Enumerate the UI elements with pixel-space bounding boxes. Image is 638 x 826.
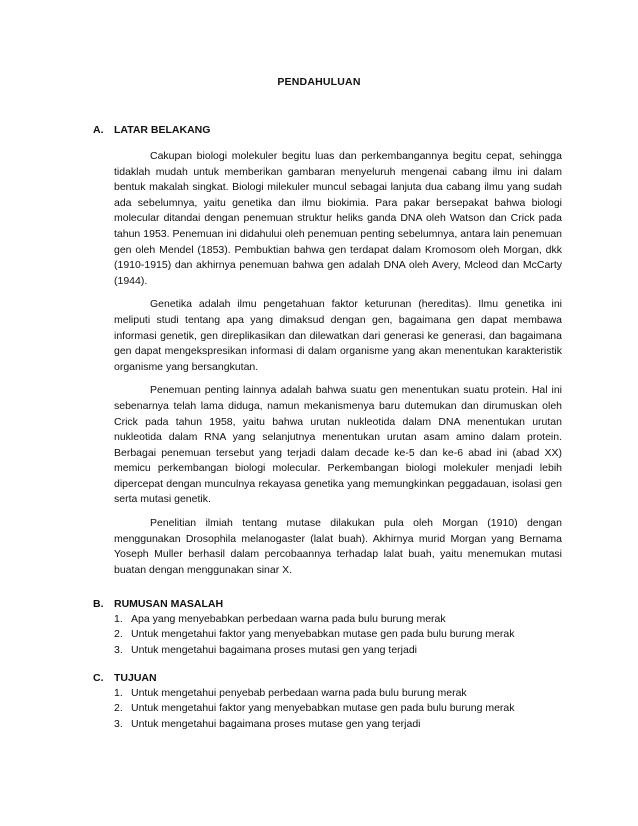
list-number: 2. [114, 628, 123, 641]
section-title: LATAR BELAKANG [114, 124, 211, 136]
list-text: Untuk mengetahui faktor yang menyebabkan mutase gen pada bulu burung merak [131, 628, 515, 641]
list-number: 1. [114, 613, 123, 625]
section-letter: B. [93, 598, 104, 610]
section-heading-latar-belakang [93, 124, 210, 136]
list-text: Untuk mengetahui penyebab perbedaan warna pada bulu burung merak [131, 687, 467, 699]
list-text: Untuk mengetahui bagaimana proses mutase gen yang terjadi [131, 717, 421, 730]
list-number: 2. [114, 702, 123, 715]
paragraph: Penemuan penting lainnya adalah bahwa suatu gen menentukan suatu protein. Hal ini sebenarnya telah lama diduga, namun mekanismenya baru dutemukan dan dirumuskan oleh Crick pada tahun 1958, yaitu bahwa urutan nukleotida dalam DNA menentukan urutan nukleotida dalam RNA yang selanjutnya menentukan urutan asam amino dalam protein. Berbagai penemuan tersebut yang terjadi dalam decade ke-5 dan ke-6 abad ini (abad XX) memicu perkembangan biologi molecular. Perkembangan biologi molekuler menjadi lebih dipercepat dengan munculnya rekayasa genetika yang memungkinkan peggadauan, isolasi gen serta mutasi genetik. [114, 384, 562, 506]
list-text: Untuk mengetahui bagaimana proses mutasi gen yang terjadi [131, 643, 418, 656]
list-number: 1. [114, 687, 123, 699]
section-letter: C. [93, 672, 104, 684]
list-item [114, 686, 564, 701]
tujuan-list [114, 686, 564, 732]
list-item [114, 627, 564, 642]
section-heading-tujuan [93, 672, 157, 684]
page-title: PENDAHULUAN [277, 76, 361, 88]
paragraph: Penelitian ilmiah tentang mutase dilakukan pula oleh Morgan (1910) dengan menggunakan Drosophila melanogaster (lalat buah). Akhirnya murid Morgan yang Bernama Yoseph Muller berhasil dalam percobaannya terhadap lalat buah, yaitu menemukan mutasi buatan dengan menggunakan sinar X. [114, 517, 562, 576]
section-heading-rumusan-masalah [93, 598, 223, 610]
paragraph: Genetika adalah ilmu pengetahuan faktor keturunan (hereditas). Ilmu genetika ini meliputi studi tentang apa yang dimaksud dengan gen, bagaimana gen dapat membawa informasi genetik, gen direplikasikan dan dilewatkan dari generasi ke generasi, dan bagaimana gen dapat mengekspresikan informasi di dalam organisme yang akan menentukan karakteristik organisme yang bersangkutan. [114, 298, 562, 373]
list-number: 3. [114, 717, 123, 730]
latar-belakang-body [114, 149, 562, 586]
list-text: Apa yang menyebabkan perbedaan warna pada bulu burung merak [131, 613, 446, 625]
section-title: RUMUSAN MASALAH [114, 598, 224, 610]
section-letter: A. [93, 124, 104, 136]
list-item [114, 717, 564, 732]
list-text: Untuk mengetahui faktor yang menyebabkan mutase gen pada bulu burung merak [131, 702, 515, 715]
list-item [114, 612, 564, 627]
paragraph: Cakupan biologi molekuler begitu luas dan perkembangannya begitu cepat, sehingga tidaklah mudah untuk memberikan gambaran menyeluruh mengenai cabang ilmu ini dalam bentuk makalah singkat. Biologi milekuler muncul sebagai lanjuta dua cabang ilmu yang sudah ada sebelumnya, yaitu genetika dan ilmu biokimia. Para pakar bersepakat bahwa biologi molecular ditandai dengan penemuan struktur heliks ganda DNA oleh Watson dan Crick pada tahun 1953. Penemuan ini didahului oleh penemuan penting sebelumnya, antara lain penemuan gen oleh Mendel (1853). Pembuktian bahwa gen terdapat dalam Kromosom oleh Morgan, dkk (1910-1915) dan akhirnya penemuan bahwa gen adalah DNA oleh Avery, Mcleod dan McCarty (1944). [114, 150, 562, 287]
list-item [114, 643, 564, 658]
rumusan-masalah-list [114, 612, 564, 658]
section-title: TUJUAN [114, 672, 157, 684]
list-number: 3. [114, 643, 123, 656]
list-item [114, 701, 564, 716]
